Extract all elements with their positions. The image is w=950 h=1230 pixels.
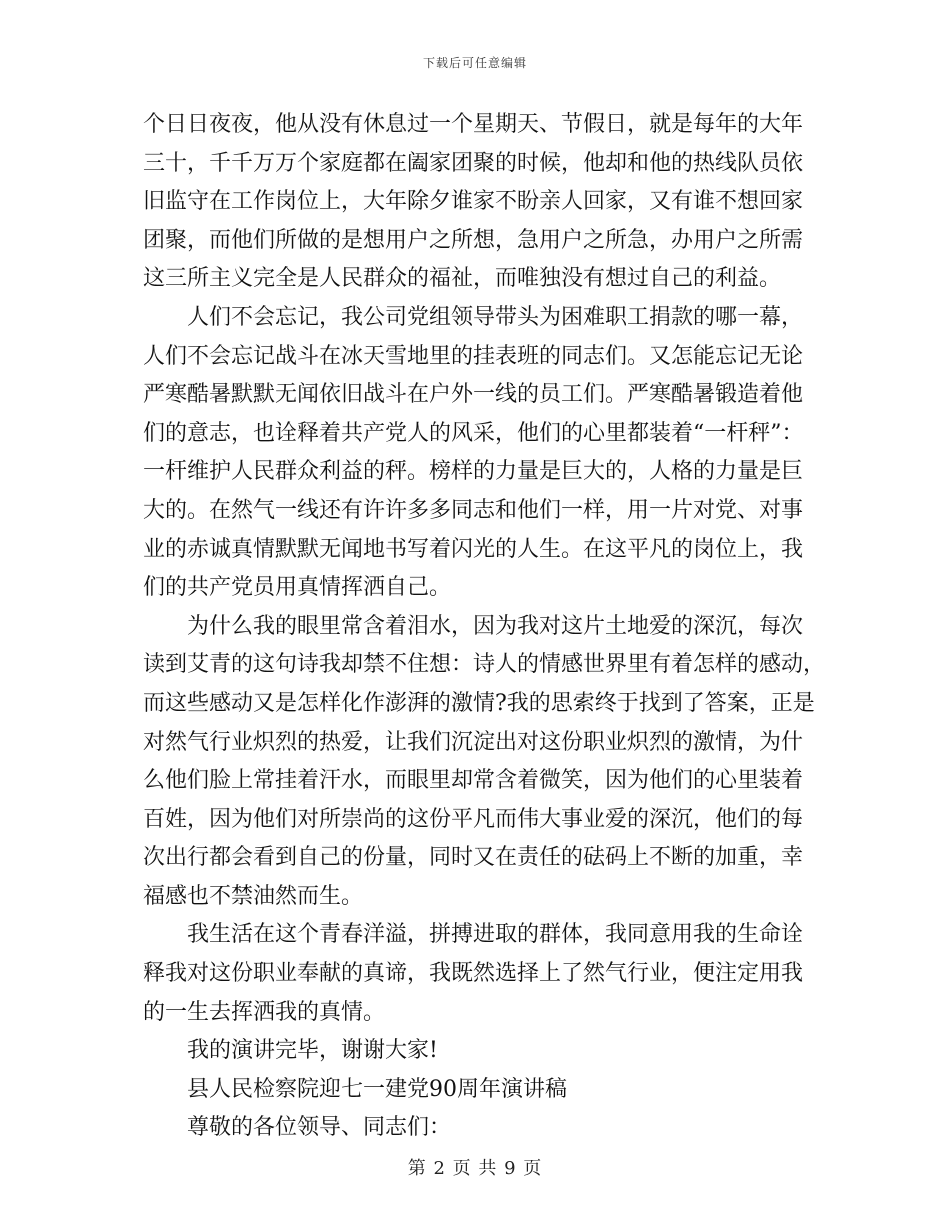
- paragraph-line: 旧监守在工作岗位上，大年除夕谁家不盼亲人回家，又有谁不想回家: [143, 189, 804, 215]
- paragraph-line: 次出行都会看到自己的份量，同时又在责任的砝码上不断的加重，幸: [143, 845, 804, 871]
- paragraph-line: 百姓，因为他们对所崇尚的这份平凡而伟大事业爱的深沉，他们的每: [143, 806, 804, 832]
- paragraph-first-line: 人们不会忘记，我公司党组领导带头为困难职工捐款的哪一幕，: [187, 304, 804, 330]
- paragraph-line: 对然气行业炽烈的热爱，让我们沉淀出对这份职业炽烈的激情，为什: [143, 729, 804, 755]
- paragraph-line: 的一生去挥洒我的真情。: [143, 999, 386, 1025]
- paragraph-line: 这三所主义完全是人民群众的福祉，而唯独没有想过自己的利益。: [143, 266, 782, 292]
- paragraph-line: 么他们脸上常挂着汗水，而眼里却常含着微笑，因为他们的心里装着: [143, 768, 804, 794]
- paragraph-line: 福感也不禁油然而生。: [143, 883, 364, 909]
- paragraph-line: 一杆维护人民群众利益的秤。榜样的力量是巨大的，人格的力量是巨: [143, 459, 804, 485]
- paragraph-line: 读到艾青的这句诗我却禁不住想：诗人的情感世界里有着怎样的感动，: [143, 652, 826, 678]
- paragraph-line: 个日日夜夜，他从没有休息过一个星期天、节假日，就是每年的大年: [143, 112, 804, 137]
- paragraph-line: 人们不会忘记战斗在冰天雪地里的挂表班的同志们。又怎能忘记无论: [143, 343, 804, 369]
- paragraph-line: 而这些感动又是怎样化作澎湃的激情?我的思索终于找到了答案，正是: [143, 690, 815, 716]
- paragraph-line: 释我对这份职业奉献的真谛，我既然选择上了然气行业，便注定用我: [143, 961, 804, 987]
- paragraph-line: 三十，千千万万个家庭都在阖家团聚的时候，他却和他的热线队员依: [143, 150, 804, 176]
- page-number-footer: 第 2 页 共 9 页: [407, 1158, 543, 1179]
- paragraph-first-line: 我生活在这个青春洋溢，拼搏进取的群体，我同意用我的生命诠: [187, 922, 804, 948]
- paragraph-line: 们的共产党员用真情挥洒自己。: [143, 575, 452, 601]
- paragraph-line: 们的意志，也诠释着共产党人的风采，他们的心里都装着“一杆秤”：: [143, 420, 804, 446]
- paragraph-line: 大的。在然气一线还有许许多多同志和他们一样，用一片对党、对事: [143, 497, 804, 523]
- paragraph-line: 业的赤诚真情默默无闻地书写着闪光的人生。在这平凡的岗位上，我: [143, 536, 804, 562]
- paragraph-line: 团聚，而他们所做的是想用户之所想，急用户之所急，办用户之所需: [143, 227, 804, 253]
- document-body: [143, 106, 826, 1148]
- paragraph-first-line: 我的演讲完毕，谢谢大家!: [187, 1038, 438, 1064]
- paragraph-first-line: 尊敬的各位领导、同志们：: [187, 1115, 452, 1141]
- page-header-note: 下载后可任意编辑: [422, 56, 527, 70]
- paragraph-line: 严寒酷暑默默无闻依旧战斗在户外一线的员工们。严寒酷暑锻造着他: [143, 382, 804, 408]
- paragraph-first-line: 为什么我的眼里常含着泪水，因为我对这片土地爱的深沉，每次: [187, 613, 804, 639]
- paragraph-first-line: 县人民检察院迎七一建党90周年演讲稿: [187, 1076, 567, 1102]
